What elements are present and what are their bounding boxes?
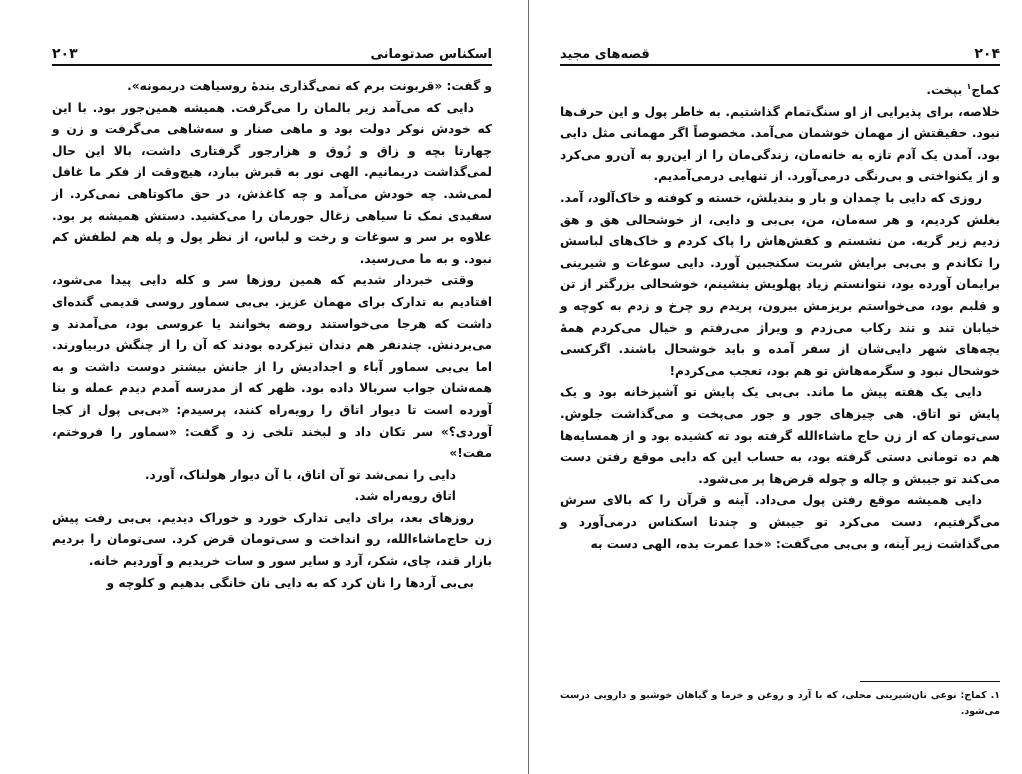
right-paragraph-4: دایی همیشه موقع رفتن پول می‌داد. آینه و قرآن را که بالای سرش می‌گرفتیم، دست می‌کرد تو جیبش و چندتا اسکناس درمی‌آورد و می‌گذاشت زیر آینه، و بی‌بی می‌گفت: «خدا عمرت بده، الهی دست به: [560, 493, 1000, 551]
right-page: [560, 0, 1000, 774]
left-paragraph-2: دایی که می‌آمد زیر بالمان را می‌گرفت. همیشه همین‌جور بود. با این که خودش نوکر دولت بود و ماهی صنار و سه‌شاهی می‌گرفت و زن و چهارتا بچه و زاق و زُوق و هزارجور گرفتاری داشت، بالا این حال لمی‌گذاشت دربمانیم. الهی نور به قبرش ببارد، هیچ‌وقت از فکر ما غافل لمی‌شد. چه خودش می‌آمد و چه کاغذش، در حق ماکوتاهی نمی‌کرد. از سفیدی نمک تا سیاهی زغال جورمان را می‌کشید. دستش همیشه پر بود. علاوه بر سر و سوغات و رخت و لباس، از نظر پول و پله هم لطفش کم نبود. و به ما می‌رسید.: [52, 100, 492, 266]
left-running-title: اسکناس صدتومانی: [370, 47, 492, 62]
left-paragraph-4: دایی را نمی‌شد تو آن اتاق، با آن دیوار هولناک، آورد.: [144, 467, 456, 482]
left-body-text: [52, 76, 492, 594]
right-page-number: ۲۰۴: [974, 46, 1000, 62]
left-page: [52, 0, 492, 774]
footnote-rule: [860, 681, 1000, 682]
right-running-title: قصه‌های مجید: [560, 47, 650, 62]
right-body-text: [560, 76, 1000, 555]
footnote: ۱. کماج: نوعی نان‌شیرینی محلی، که با آرد و روغن و خرما و گیاهان خوشبو و دارویی درست می‌شود.: [560, 690, 1000, 717]
left-paragraph-5: اتاق رویه‌راه شد.: [354, 489, 456, 504]
left-page-header: [52, 42, 492, 62]
right-page-header: [560, 42, 1000, 62]
left-header-rule: [52, 64, 492, 66]
left-paragraph-7: بی‌بی آردها را نان کرد که به دایی نان خانگی بدهیم و کلوچه و: [106, 575, 474, 590]
right-paragraph-3: دایی یک هفته پیش ما ماند. بی‌بی یک پایش تو آشپزخانه بود و یک پایش تو اتاق. هی چیزهای جور و جور می‌پخت و می‌گذاشت جلوش. سی‌تومان که از زن حاج ماشاءالله گرفته بود ته کشیده بود و از همسایه‌ها هم ده تومانی دستی گرفته بود، به حساب این که دایی موقع رفتن دست می‌کند تو جیبش و چاله و چوله قرض‌ها پر می‌شود.: [560, 385, 1000, 486]
footnote-marker: ۱: [966, 82, 972, 91]
opening-word: کماج: [971, 83, 1000, 98]
right-opening-line: [560, 76, 1000, 102]
page-gutter-divider: [528, 0, 529, 774]
left-page-number: ۲۰۳: [52, 46, 78, 62]
left-paragraph-6: روزهای بعد، برای دایی تدارک خورد و خوراک دیدیم. بی‌بی رفت پیش زن حاج‌ماشاءالله، رو انداخت و سی‌تومان قرض کرد. سی‌تومان را بردیم بازار قند، چای، شکر، آرد و سایر سور و سات خریدیم و آوردیم خانه.: [52, 510, 492, 569]
left-paragraph-3: وقتی خبردار شدیم که همین روزها سر و کله دایی پیدا می‌شود، افتادیم به تدارک برای مهمان عزیز. بی‌بی سماور روسی قدیمی گنده‌ای داشت که هرجا می‌خواستند روضه بخوانند یا عروسی بود، می‌آمدند و می‌بردنش. چندنفر هم دندان تیزکرده بودند که آن را از چنگش دربیاورند. اما بی‌بی سماور آباء و اجدادیش را از جانش بیشتر دوست داشت و به همه‌شان جواب سربالا داده بود. ظهر که از مدرسه آمدم دیدم عمله و بنا آورده است تا دیوار اتاق را رویه‌راه کنند، پرسیدم: «بی‌بی پول از کجا آوردی؟» سر تکان داد و لبخند تلخی زد و گفت: «سماور را فروختم، مفت!»: [52, 273, 492, 461]
right-header-rule: [560, 64, 1000, 66]
right-paragraph-2: روزی که دایی با چمدان و بار و بندیلش، خسته و کوفته و خاک‌آلود، آمد. بغلش کردیم، و هر سه‌مان، من، بی‌بی و دایی، از خوشحالی هق و هق زدیم زیر گریه. من نشستم و کفش‌هاش را پاک کردم و خاک‌های لباسش را تکاندم و بی‌بی برایش شربت سکنجبین آورد. دایی سوغات و شیرینی برایمان آورده بود، نتوانستم زیاد پهلویش بنشینم، خوشحالی بزرگتر از تن و قلبم بود، می‌خواستم بریزمش بیرون، پریدم رو چرخ و زدم به کوچه و خیابان تند و تند رکاب می‌زدم و ویراژ می‌رفتم و خیال می‌کردم همهٔ بچه‌های شهر دایی‌شان از سفر آمده و باید خوشحال باشند. اگرکسی خوشحال نبود و سگرمه‌هاش تو هم بود، تعجب می‌کردم!: [560, 191, 1000, 378]
left-paragraph-1: و گفت: «قربونت برم که نمی‌گذاری بندهٔ روسیاهت دربمونه».: [127, 79, 492, 93]
right-paragraph-1: خلاصه، برای پذیرایی از او سنگ‌تمام گذاشتیم. به خاطر پول و این حرف‌ها نبود. حقیقتش از مهمان خوشمان می‌آمد. مخصوصاً اگر مهمانی مثل دایی بود. آمدن یک آدم تازه به خانه‌مان، زندگی‌مان را از این‌رو به آن‌رو می‌کرد و از یکنواختی و بی‌رنگی درمی‌آورد. از تنهایی درمی‌آمدیم.: [560, 104, 1000, 184]
opening-word-rest: بپخت.: [926, 83, 967, 98]
